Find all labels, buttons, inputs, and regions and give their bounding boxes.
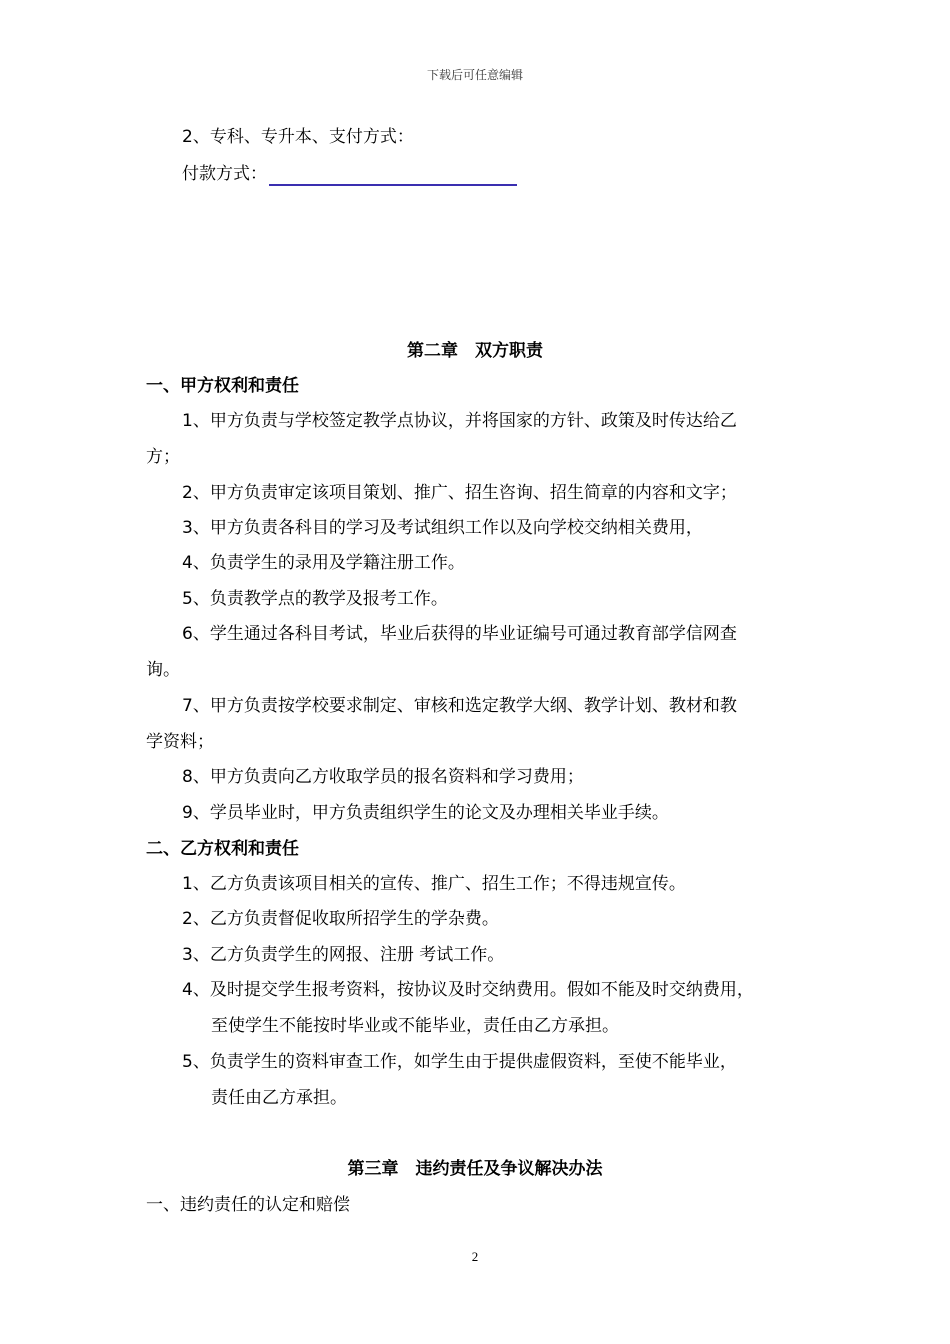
party-b-item-5-cont: 责任由乙方承担。 [211,1088,347,1108]
party-a-heading: 一、甲方权利和责任 [146,376,299,396]
chapter-two-title: 第二章 双方职责 [407,341,543,361]
party-b-item-3: 3、乙方负责学生的网报、注册 考试工作。 [182,945,505,965]
party-b-item-4: 4、及时提交学生报考资料，按协议及时交纳费用。假如不能及时交纳费用， [182,980,754,1000]
party-a-item-2: 2、甲方负责审定该项目策划、推广、招生咨询、招生简章的内容和文字； [182,483,737,503]
party-b-item-5: 5、负责学生的资料审查工作，如学生由于提供虚假资料，至使不能毕业， [182,1052,737,1072]
party-b-heading: 二、乙方权利和责任 [146,839,299,859]
party-b-item-4-cont: 至使学生不能按时毕业或不能毕业，责任由乙方承担。 [211,1016,619,1036]
party-a-item-5: 5、负责教学点的教学及报考工作。 [182,589,448,609]
payment-field-label: 付款方式： [182,164,267,184]
payment-method-item: 2、专科、专升本、支付方式： [182,127,414,147]
party-a-item-7-cont: 学资料； [146,732,214,752]
page-header: 下载后可任意编辑 [426,68,523,82]
party-a-item-8: 8、甲方负责向乙方收取学员的报名资料和学习费用； [182,767,584,787]
page-number: 2 [471,1249,479,1264]
payment-field-row [182,162,862,186]
payment-blank-line [269,164,517,186]
party-a-item-6-cont: 询。 [146,660,180,680]
party-a-item-6: 6、学生通过各科目考试，毕业后获得的毕业证编号可通过教育部学信网查 [182,624,737,644]
party-a-item-9: 9、学员毕业时，甲方负责组织学生的论文及办理相关毕业手续。 [182,803,669,823]
chapter-three-section-1: 一、违约责任的认定和赔偿 [146,1195,350,1215]
party-a-item-1: 1、甲方负责与学校签定教学点协议，并将国家的方针、政策及时传达给乙 [182,411,737,431]
party-b-item-2: 2、乙方负责督促收取所招学生的学杂费。 [182,909,499,929]
party-a-item-3: 3、甲方负责各科目的学习及考试组织工作以及向学校交纳相关费用， [182,518,703,538]
party-a-item-7: 7、甲方负责按学校要求制定、审核和选定教学大纲、教学计划、教材和教 [182,696,737,716]
party-a-item-4: 4、负责学生的录用及学籍注册工作。 [182,553,465,573]
party-a-item-1-cont: 方； [146,447,180,467]
chapter-three-title: 第三章 违约责任及争议解决办法 [347,1159,603,1179]
party-b-item-1: 1、乙方负责该项目相关的宣传、推广、招生工作；不得违规宣传。 [182,874,686,894]
